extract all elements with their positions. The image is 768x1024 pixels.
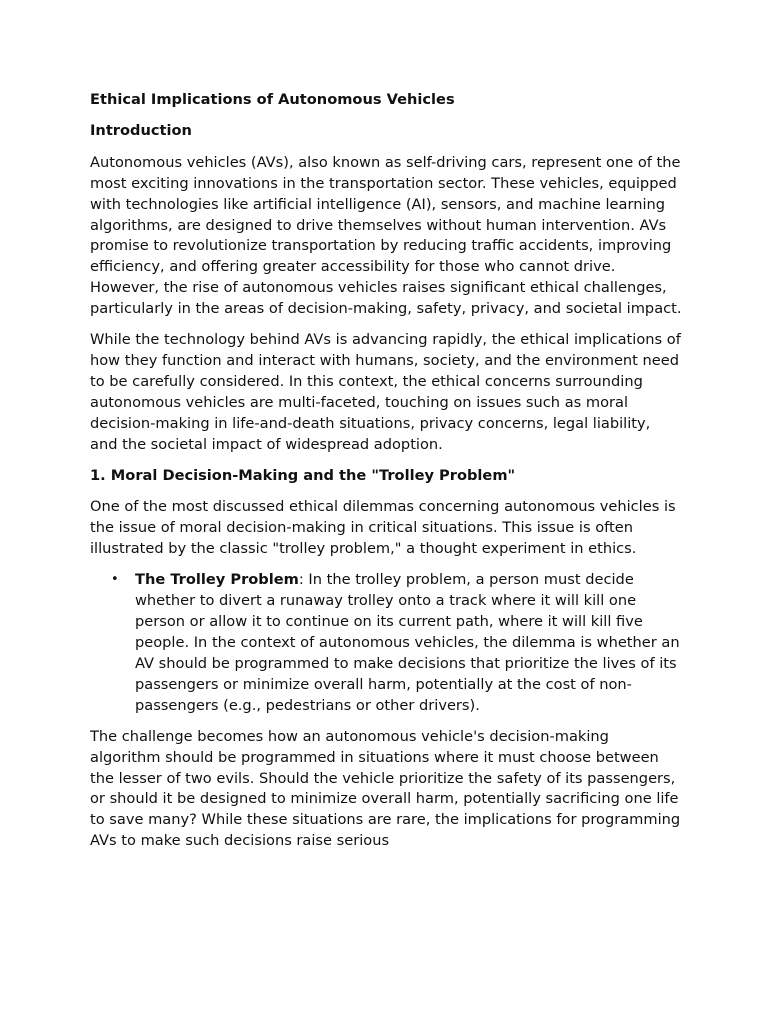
bullet-text: : In the trolley problem, a person must decide whether to divert a runaway trolley onto a track where it will kill one person or allow it to continue on its current path, where it will kill five people. In the context of autonomous vehicles, the dilemma is whether an AV should be programmed to make decisions that prioritize the lives of its passengers or minimize overall harm, potentially at the cost of non-passengers (e.g., pedestrians or other drivers). bbox=[135, 571, 680, 714]
document-page bbox=[90, 90, 682, 862]
bullet-marker: • bbox=[111, 572, 119, 588]
document-title: Ethical Implications of Autonomous Vehicles bbox=[90, 91, 455, 108]
bullet-item-trolley-problem bbox=[111, 570, 682, 716]
bullet-term: The Trolley Problem bbox=[135, 571, 299, 589]
section-1-heading: 1. Moral Decision-Making and the "Trolley Problem" bbox=[90, 466, 516, 484]
section-1-paragraph-2: The challenge becomes how an autonomous vehicle's decision-making algorithm should be programmed in situations where it must choose between the lesser of two evils. Should the vehicle prioritize the safety of its passengers, or should it be designed to minimize overall harm, potentially sacrificing one life to save many? While these situations are rare, the implications for programming AVs to make such decisions raise serious bbox=[90, 727, 681, 850]
introduction-heading: Introduction bbox=[90, 122, 192, 140]
section-1-bullet-list bbox=[90, 570, 682, 716]
intro-paragraph-2: While the technology behind AVs is advancing rapidly, the ethical implications of how they function and interact with humans, society, and the environment need to be carefully considered. In this context, the ethical concerns surrounding autonomous vehicles are multi-faceted, touching on issues such as moral decision-making in life-and-death situations, privacy concerns, legal liability, and the societal impact of widespread adoption. bbox=[90, 331, 681, 453]
intro-paragraph-1: Autonomous vehicles (AVs), also known as self-driving cars, represent one of the most exciting innovations in the transportation sector. These vehicles, equipped with technologies like artificial intelligence (AI), sensors, and machine learning algorithms, are designed to drive themselves without human intervention. AVs promise to revolutionize transportation by reducing traffic accidents, improving efficiency, and offering greater accessibility for those who cannot drive. However, the rise of autonomous vehicles raises significant ethical challenges, particularly in the areas of decision-making, safety, privacy, and societal impact. bbox=[90, 153, 682, 318]
section-1-paragraph-1: One of the most discussed ethical dilemmas concerning autonomous vehicles is the issue of moral decision-making in critical situations. This issue is often illustrated by the classic "trolley problem," a thought experiment in ethics. bbox=[90, 498, 676, 558]
